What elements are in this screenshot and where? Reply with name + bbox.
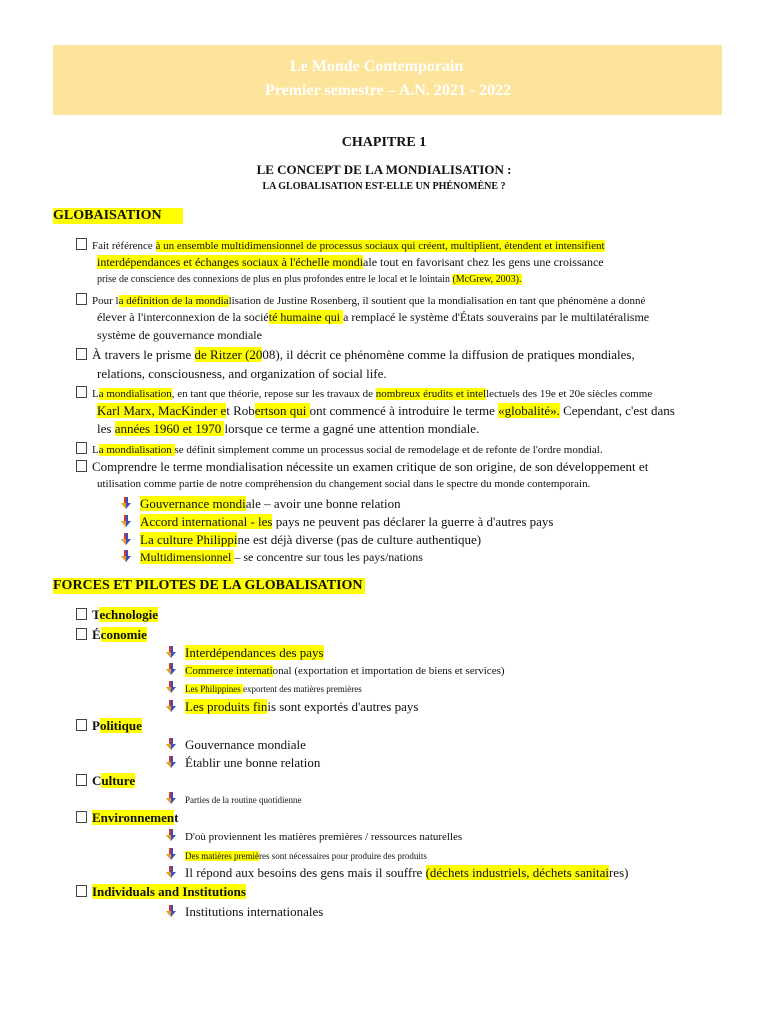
course-title: Le Monde Contemporain (290, 58, 464, 75)
paragraph-5: La mondialisation se définit simplement comme un processus social de remodelage et de refonte de l'ordre mondial. (76, 442, 603, 456)
paragraph-1-line-1: Fait référence à un ensemble multidimensionnel de processus sociaux qui créent, multiplient, étendent et intensifient (76, 238, 605, 252)
checkbox-bullet-icon (76, 348, 87, 360)
semester-label: Premier semestre – A.N. 2021 - 2022 (265, 82, 512, 99)
arrow-bullet-icon (165, 829, 177, 842)
globalisation-bullet: Gouvernance mondiale – avoir une bonne relation (120, 496, 401, 512)
paragraph-2-line-2: élever à l'interconnexion de la société humaine qui a remplacé le système d'États souverains par le multilatéralisme (97, 310, 650, 324)
checkbox-bullet-icon (76, 608, 87, 620)
checkbox-bullet-icon (76, 811, 87, 823)
paragraph-6-line-1: Comprendre le terme mondialisation nécessite un examen critique de son origine, de son développement et (76, 459, 648, 475)
arrow-bullet-icon (165, 646, 177, 659)
environnement-item: Il répond aux besoins des gens mais il souffre (déchets industriels, déchets sanitaires) (165, 865, 628, 881)
culture-item: Parties de la routine quotidienne (165, 792, 301, 805)
topic-institutions: Individuals and Institutions (76, 884, 246, 900)
chapter-subtitle: LA GLOBALISATION EST-ELLE UN PHÉNOMÈNE ? (262, 181, 506, 192)
globalisation-bullet: Accord international - les pays ne peuvent pas déclarer la guerre à d'autres pays (120, 514, 553, 530)
globalisation-bullet: La culture Philippine est déjà diverse (pas de culture authentique) (120, 532, 481, 548)
topic-environnement: Environnement (76, 810, 178, 826)
arrow-bullet-icon (165, 663, 177, 676)
checkbox-bullet-icon (76, 719, 87, 731)
institutions-item: Institutions internationales (165, 904, 323, 920)
checkbox-bullet-icon (76, 628, 87, 640)
chapter-number: CHAPITRE 1 (341, 135, 427, 150)
paragraph-1-line-2: interdépendances et échanges sociaux à l'échelle mondiale tout en favorisant chez les gens une croissance (97, 255, 604, 269)
header-banner (53, 45, 722, 115)
paragraph-1-line-3: prise de conscience des connexions de plus en plus profondes entre le local et le lointain (McGrew, 2003). (97, 274, 522, 285)
globalisation-bullet: Multidimensionnel – se concentre sur tous les pays/nations (120, 550, 423, 565)
paragraph-4-line-3: les années 1960 et 1970 lorsque ce terme a gagné une attention mondiale. (97, 421, 480, 436)
paragraph-3-line-1: À travers le prisme de Ritzer (2008), il décrit ce phénomène comme la diffusion de pratiques mondiales, (76, 347, 635, 363)
topic-politique: Politique (76, 718, 142, 734)
paragraph-2-line-3: système de gouvernance mondiale (97, 328, 262, 342)
topic-economie: Économie (76, 627, 147, 643)
arrow-bullet-icon (165, 792, 177, 805)
politique-item: Gouvernance mondiale (165, 737, 306, 753)
environnement-item: Des matières premières sont nécessaires pour produire des produits (165, 848, 427, 861)
economie-item: Les produits finis sont exportés d'autres pays (165, 699, 418, 715)
arrow-bullet-icon (165, 738, 177, 751)
arrow-bullet-icon (165, 681, 177, 694)
checkbox-bullet-icon (76, 442, 87, 454)
arrow-bullet-icon (165, 700, 177, 713)
checkbox-bullet-icon (76, 885, 87, 897)
arrow-bullet-icon (165, 905, 177, 918)
checkbox-bullet-icon (76, 238, 87, 250)
paragraph-4-line-2: Karl Marx, MacKinder et Robertson qui ont commencé à introduire le terme «globalité». Cependant, c'est dans (97, 403, 675, 418)
paragraph-2-line-1: Pour la définition de la mondialisation de Justine Rosenberg, il soutient que la mondialisation en tant que phénomène a donné (76, 293, 645, 307)
checkbox-bullet-icon (76, 460, 87, 472)
economie-item: Interdépendances des pays (165, 645, 324, 661)
environnement-item: D'où proviennent les matières premières / ressources naturelles (165, 829, 462, 843)
economie-item: Commerce international (exportation et importation de biens et services) (165, 663, 505, 677)
topic-culture: Culture (76, 773, 135, 789)
economie-item: Les Philippines exportent des matières premières (165, 681, 362, 694)
topic-technologie: Technologie (76, 607, 158, 623)
arrow-bullet-icon (120, 497, 132, 510)
politique-item: Établir une bonne relation (165, 755, 320, 771)
arrow-bullet-icon (120, 550, 132, 563)
arrow-bullet-icon (165, 756, 177, 769)
arrow-bullet-icon (120, 533, 132, 546)
chapter-title: LE CONCEPT DE LA MONDIALISATION : (256, 162, 512, 177)
arrow-bullet-icon (120, 515, 132, 528)
arrow-bullet-icon (165, 848, 177, 861)
checkbox-bullet-icon (76, 293, 87, 305)
section-heading-forces: FORCES ET PILOTES DE LA GLOBALISATION (53, 578, 363, 593)
paragraph-6-line-2: utilisation comme partie de notre compréhension du changement social dans le spectre du monde contemporain. (97, 478, 591, 490)
paragraph-4-line-1: La mondialisation, en tant que théorie, repose sur les travaux de nombreux érudits et intellectuels des 19e et 20e siècles comme (76, 386, 652, 400)
arrow-bullet-icon (165, 866, 177, 879)
section-heading-globaisation: GLOBAISATION (53, 208, 183, 224)
checkbox-bullet-icon (76, 774, 87, 786)
paragraph-3-line-2: relations, consciousness, and organization of social life. (97, 366, 387, 381)
checkbox-bullet-icon (76, 386, 87, 398)
